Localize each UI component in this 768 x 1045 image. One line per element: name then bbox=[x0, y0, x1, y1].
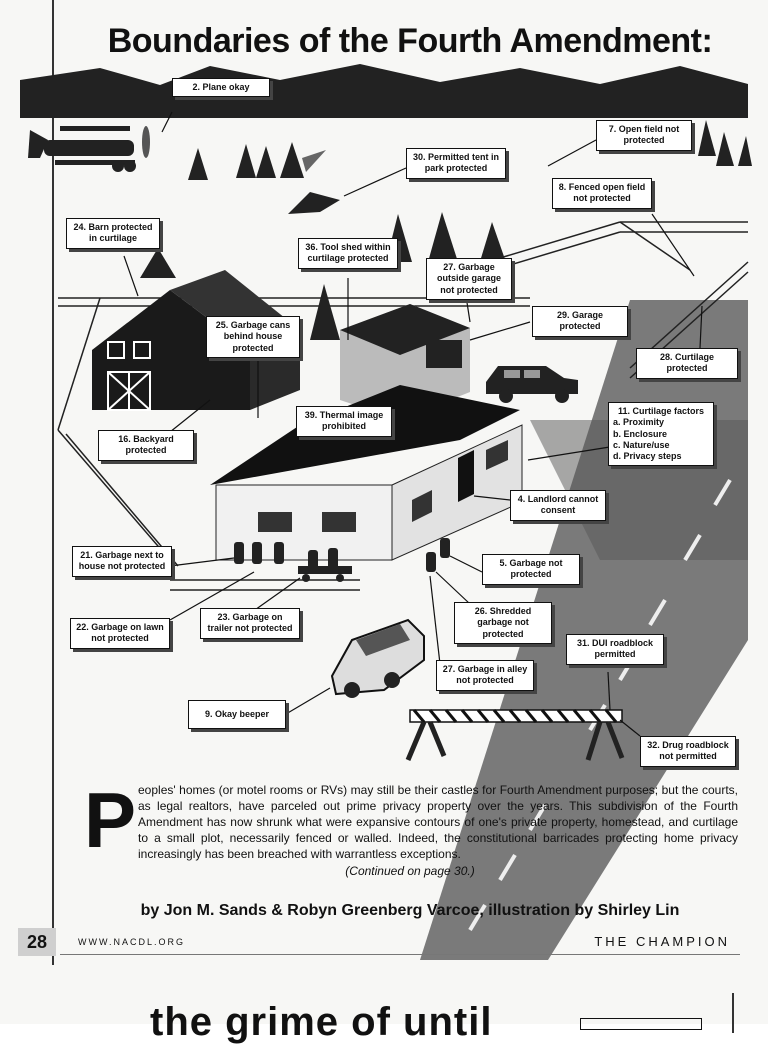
article-body: eoples' homes (or motel rooms or RVs) may still be their castles for Fourth Amendment purposes; but the courts, as legal realtors, have parceled out prime privacy property over the years. This subdivision of the Fourth Amendment has now shrunk what were expansive contours of one's private property, homestead, and curtilage to a small plot, necessarily fenced or walled. Indeed, the constitutional barricades protecting home privacy increasingly has been breached with warrantless exceptions. bbox=[138, 783, 738, 861]
footer-url: WWW.NACDL.ORG bbox=[78, 937, 185, 947]
label-thermal-image: 39. Thermal image prohibited bbox=[296, 406, 392, 437]
footer-rule bbox=[60, 954, 740, 955]
curtilage-factors-title: 11. Curtilage factors bbox=[617, 406, 705, 416]
biplane bbox=[28, 126, 150, 172]
curtilage-factor-b: b. Enclosure bbox=[613, 428, 668, 439]
tent bbox=[288, 192, 340, 214]
label-okay-beeper: 9. Okay beeper bbox=[188, 700, 286, 729]
next-page-title: the grime of until bbox=[150, 1000, 493, 1044]
label-garbage-next-to-house: 21. Garbage next to house not protected bbox=[72, 546, 172, 577]
label-garbage-cans-behind-house: 25. Garbage cans behind house protected bbox=[206, 316, 300, 358]
trees-left bbox=[188, 142, 326, 180]
label-landlord-consent: 4. Landlord cannot consent bbox=[510, 490, 606, 521]
label-garbage-in-alley: 27. Garbage in alley not protected bbox=[436, 660, 534, 691]
label-garbage-not-protected: 5. Garbage not protected bbox=[482, 554, 580, 585]
label-permitted-tent: 30. Permitted tent in park protected bbox=[406, 148, 506, 179]
continued-note: (Continued on page 30.) bbox=[345, 864, 475, 878]
mountain-range bbox=[20, 64, 748, 118]
drop-cap: P bbox=[84, 776, 137, 864]
label-plane-okay: 2. Plane okay bbox=[172, 78, 270, 97]
curtilage-factor-c: c. Nature/use bbox=[613, 439, 670, 450]
sedan bbox=[332, 620, 424, 698]
label-curtilage-factors bbox=[608, 402, 714, 466]
label-garbage-on-trailer: 23. Garbage on trailer not protected bbox=[200, 608, 300, 639]
label-garbage-on-lawn: 22. Garbage on lawn not protected bbox=[70, 618, 170, 649]
label-tool-shed: 36. Tool shed within curtilage protected bbox=[298, 238, 398, 269]
label-backyard-protected: 16. Backyard protected bbox=[98, 430, 194, 461]
label-dui-roadblock: 31. DUI roadblock permitted bbox=[566, 634, 664, 665]
next-page-rule bbox=[732, 993, 734, 1033]
footer-publication: THE CHAMPION bbox=[594, 934, 730, 949]
label-curtilage-protected: 28. Curtilage protected bbox=[636, 348, 738, 379]
curtilage-factor-d: d. Privacy steps bbox=[613, 451, 682, 461]
page-number: 28 bbox=[18, 928, 56, 956]
label-shredded-garbage: 26. Shredded garbage not protected bbox=[454, 602, 552, 644]
page-title: Boundaries of the Fourth Amendment: bbox=[107, 22, 713, 60]
byline: by Jon M. Sands & Robyn Greenberg Varcoe, illustration by Shirley Lin bbox=[140, 902, 680, 919]
label-barn-protected: 24. Barn protected in curtilage bbox=[66, 218, 160, 249]
curtilage-factor-a: a. Proximity bbox=[613, 417, 665, 428]
label-drug-roadblock: 32. Drug roadblock not permitted bbox=[640, 736, 736, 767]
trees-right bbox=[698, 120, 752, 166]
label-garbage-outside-garage: 27. Garbage outside garage not protected bbox=[426, 258, 512, 300]
next-page-box bbox=[580, 1018, 702, 1030]
label-garage-protected: 29. Garage protected bbox=[532, 306, 628, 337]
suv bbox=[486, 366, 578, 403]
label-fenced-open-field: 8. Fenced open field not protected bbox=[552, 178, 652, 209]
label-open-field: 7. Open field not protected bbox=[596, 120, 692, 151]
